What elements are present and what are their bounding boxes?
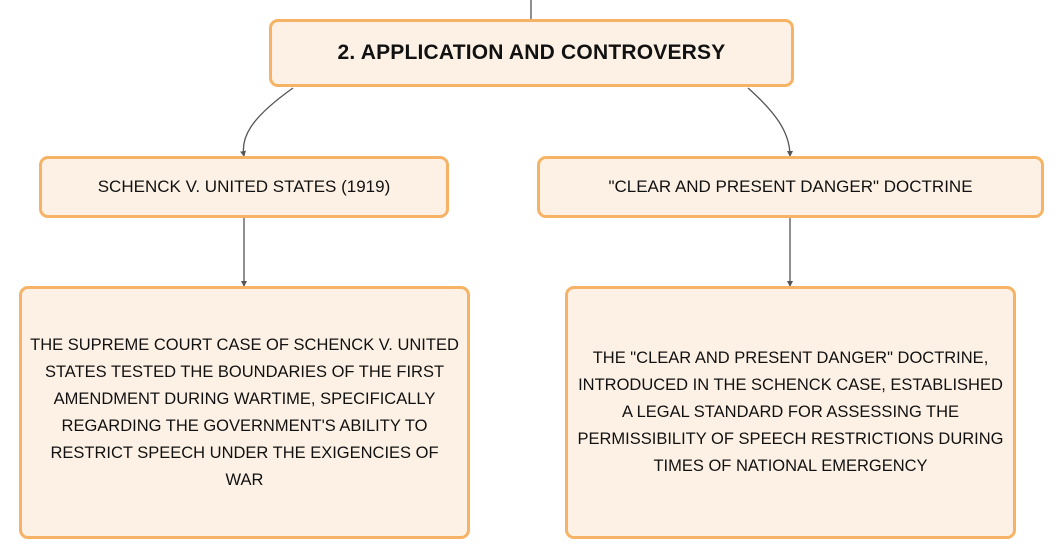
detail-node-doctrine[interactable] (565, 286, 1016, 539)
branch-node-doctrine-label: "CLEAR AND PRESENT DANGER" DOCTRINE (608, 177, 973, 196)
root-node[interactable] (269, 19, 794, 87)
branch-node-schenck-label: SCHENCK V. UNITED STATES (1919) (97, 177, 391, 196)
detail-node-doctrine-text: THE "CLEAR AND PRESENT DANGER" DOCTRINE, INTRODUCED IN THE SCHENCK CASE, ESTABLISHED A LEGAL STANDARD FOR ASSESSING THE PERMISSIBILITY OF SPEECH RESTRICTIONS DURING TIMES OF NATIONAL EMERGENCY (577, 349, 1004, 475)
connector-root-to-right (748, 88, 790, 156)
detail-node-schenck[interactable] (19, 286, 470, 539)
connector-root-to-left (243, 88, 293, 156)
branch-node-schenck[interactable] (39, 156, 449, 218)
detail-node-schenck-text: THE SUPREME COURT CASE OF SCHENCK V. UNITED STATES TESTED THE BOUNDARIES OF THE FIRST AMENDMENT DURING WARTIME, SPECIFICALLY REGARDING THE GOVERNMENT'S ABILITY TO RESTRICT SPEECH UNDER THE EXIGENCIES OF WAR (30, 335, 459, 489)
branch-node-clear-and-present-danger[interactable] (537, 156, 1044, 218)
root-node-label: 2. APPLICATION AND CONTROVERSY (337, 41, 726, 64)
